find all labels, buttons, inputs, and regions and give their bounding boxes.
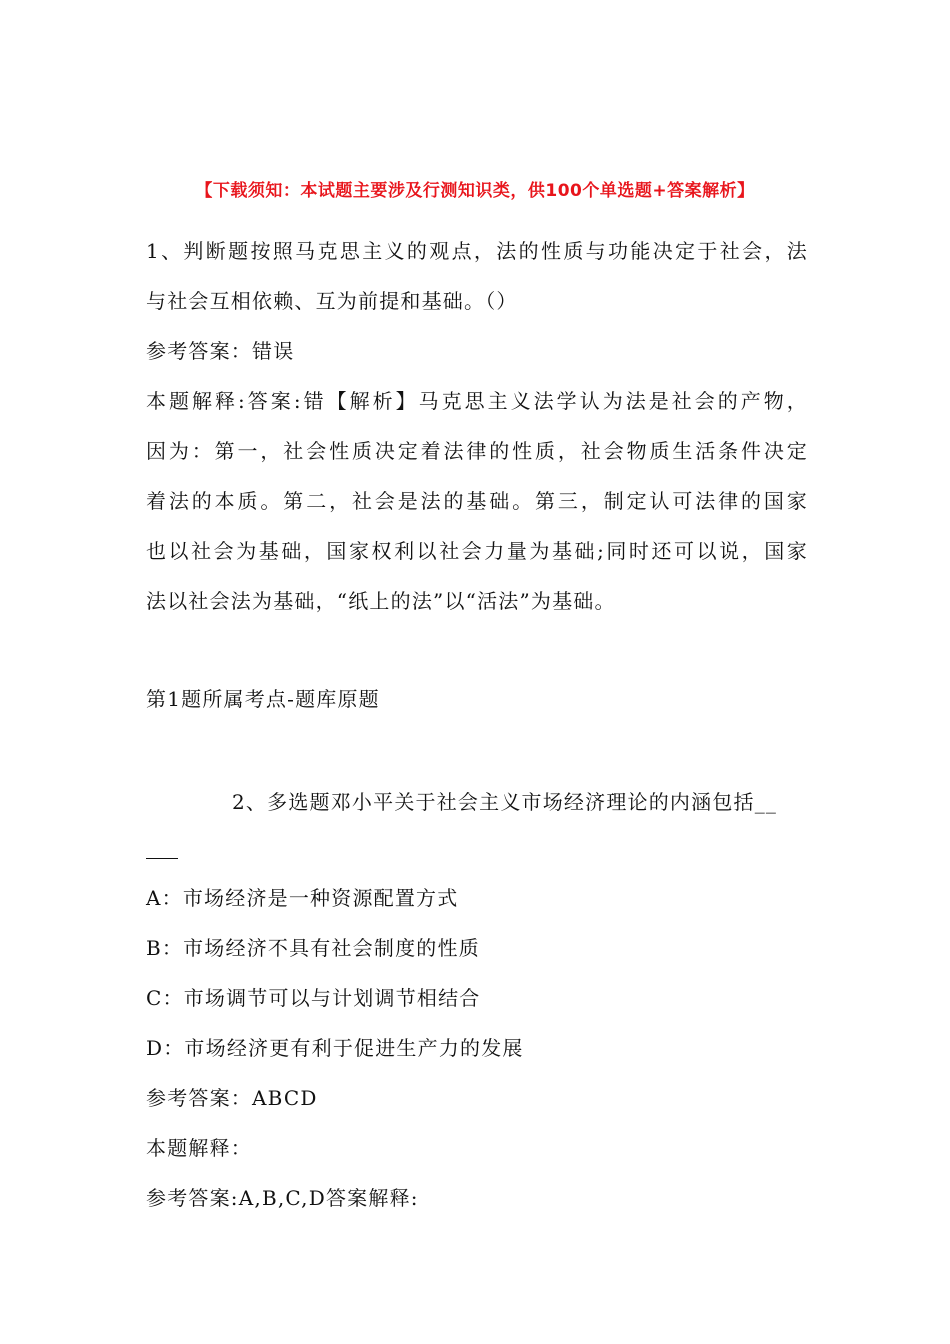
explanation-line: 本题解释:答案:错【解析】马克思主义法学认为法是社会的产物， — [146, 389, 808, 413]
question-1-explanation — [146, 376, 808, 626]
question-1-text — [146, 226, 808, 326]
option-b: B：市场经济不具有社会制度的性质 — [146, 936, 480, 960]
question-2-text: 2、多选题邓小平关于社会主义市场经济理论的内涵包括__ — [232, 790, 778, 814]
question-1-line: 1、判断题按照马克思主义的观点，法的性质与功能决定于社会，法 — [146, 239, 808, 263]
option-c: C：市场调节可以与计划调节相结合 — [146, 986, 481, 1010]
option-a: A：市场经济是一种资源配置方式 — [146, 886, 459, 910]
question-2-answer: 参考答案：ABCD — [146, 1086, 318, 1110]
question-1-answer: 参考答案：错误 — [146, 339, 295, 363]
question-2-explanation-label: 本题解释： — [146, 1136, 252, 1160]
question-2-explanation-detail: 参考答案:A,B,C,D答案解释: — [146, 1186, 419, 1210]
blank-underline — [146, 858, 178, 859]
download-notice: 【下载须知：本试题主要涉及行测知识类，供100个单选题+答案解析】 — [195, 181, 755, 201]
explanation-line: 因为：第一，社会性质决定着法律的性质，社会物质生活条件决定 — [146, 439, 808, 463]
question-1-line: 与社会互相依赖、互为前提和基础。（） — [146, 289, 518, 313]
option-d: D：市场经济更有利于促进生产力的发展 — [146, 1036, 524, 1060]
explanation-line: 法以社会法为基础，“纸上的法”以“活法”为基础。 — [146, 589, 616, 613]
explanation-line: 着法的本质。第二，社会是法的基础。第三，制定认可法律的国家 — [146, 489, 808, 513]
explanation-line: 也以社会为基础，国家权利以社会力量为基础;同时还可以说，国家 — [146, 539, 808, 563]
question-1-topic: 第1题所属考点-题库原题 — [146, 687, 380, 711]
